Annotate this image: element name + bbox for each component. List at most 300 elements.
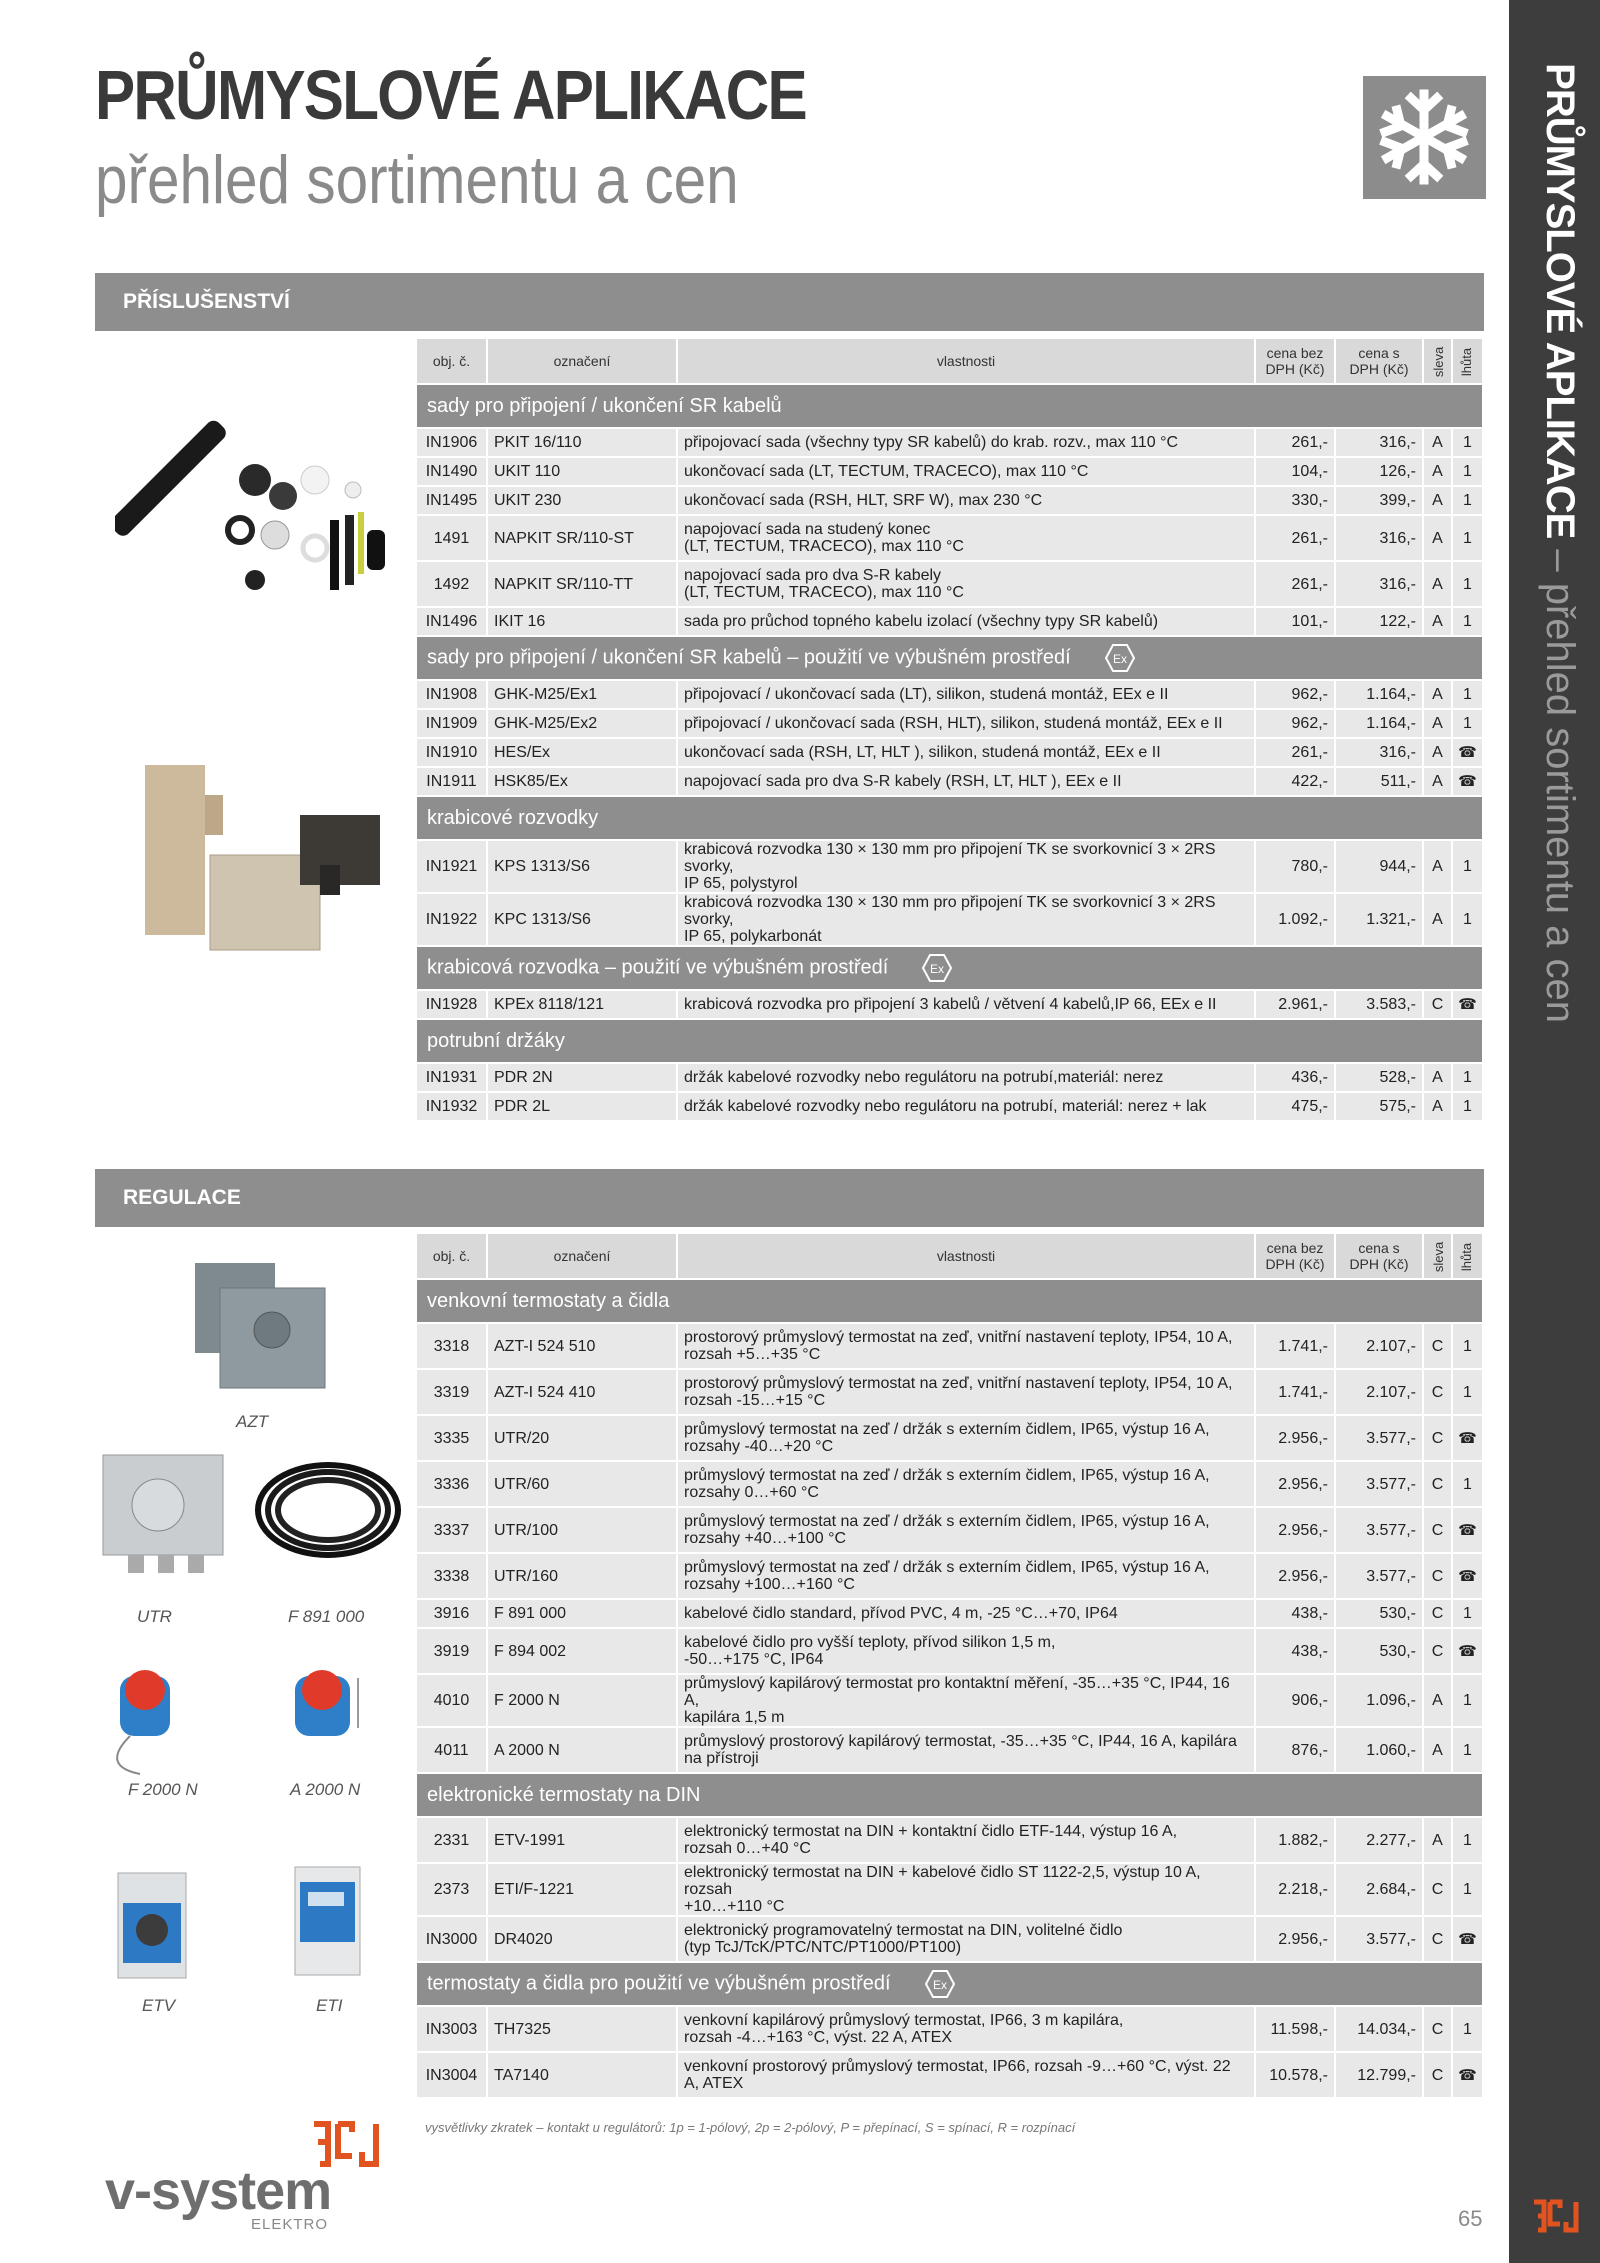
cell-vlast: ukončovací sada (LT, TECTUM, TRACECO), max 110 °C bbox=[678, 458, 1256, 487]
cell-obj: 3916 bbox=[417, 1600, 488, 1629]
cell-ozn: UTR/160 bbox=[488, 1554, 678, 1600]
utr-thermostat-image bbox=[98, 1450, 228, 1580]
table-row bbox=[417, 1675, 1484, 1728]
table-row bbox=[417, 1600, 1484, 1629]
v-system-side-logo-icon bbox=[1530, 2196, 1580, 2236]
cell-ozn: PDR 2N bbox=[488, 1064, 678, 1093]
svg-text:Ex: Ex bbox=[1112, 652, 1127, 666]
cell-sleva: A bbox=[1424, 458, 1453, 487]
cell-sleva: A bbox=[1424, 562, 1453, 608]
phone-icon: ☎ bbox=[1453, 1416, 1484, 1462]
cell-cena-bez: 2.956,- bbox=[1256, 1462, 1336, 1508]
table-row bbox=[417, 1462, 1484, 1508]
cell-sleva: C bbox=[1424, 1462, 1453, 1508]
cell-lhuta: 1 bbox=[1453, 429, 1484, 458]
cell-cena-bez: 2.218,- bbox=[1256, 1864, 1336, 1917]
cell-sleva: C bbox=[1424, 2007, 1453, 2053]
table-row bbox=[417, 1917, 1484, 1963]
lhuta-label: lhůta bbox=[1459, 1242, 1475, 1271]
cell-ozn: HES/Ex bbox=[488, 739, 678, 768]
cell-ozn: UKIT 110 bbox=[488, 458, 678, 487]
phone-icon: ☎ bbox=[1453, 1554, 1484, 1600]
group-name: sady pro připojení / ukončení SR kabelů bbox=[427, 394, 782, 417]
cell-ozn: GHK-M25/Ex1 bbox=[488, 681, 678, 710]
cell-obj: IN3004 bbox=[417, 2053, 488, 2099]
cell-sleva: A bbox=[1424, 1675, 1453, 1728]
cell-ozn: IKIT 16 bbox=[488, 608, 678, 637]
cell-ozn: KPEx 8118/121 bbox=[488, 991, 678, 1020]
cell-cena-bez: 962,- bbox=[1256, 710, 1336, 739]
group-row bbox=[417, 1774, 1484, 1818]
ex-atex-icon bbox=[922, 953, 952, 983]
cell-cena-s: 2.277,- bbox=[1336, 1818, 1424, 1864]
cell-cena-bez: 261,- bbox=[1256, 562, 1336, 608]
col-header-sleva bbox=[1424, 339, 1453, 385]
cell-sleva: C bbox=[1424, 2053, 1453, 2099]
svg-text:Ex: Ex bbox=[930, 962, 945, 976]
table-row bbox=[417, 1324, 1484, 1370]
page-title: PRŮMYSLOVÉ APLIKACE bbox=[95, 56, 806, 134]
cell-ozn: PKIT 16/110 bbox=[488, 429, 678, 458]
cell-obj: 3338 bbox=[417, 1554, 488, 1600]
col-header-sleva bbox=[1424, 1234, 1453, 1280]
sleva-label: sleva bbox=[1431, 1241, 1447, 1272]
cena-s-line1: cena s bbox=[1358, 345, 1400, 361]
caption-f891: F 891 000 bbox=[288, 1607, 365, 1626]
cell-cena-s: 399,- bbox=[1336, 487, 1424, 516]
cell-vlast: krabicová rozvodka 130 × 130 mm pro připojení TK se svorkovnicí 3 × 2RS svorky, IP 65, polykarbonát bbox=[678, 894, 1256, 947]
cell-ozn: UTR/60 bbox=[488, 1462, 678, 1508]
caption-eti: ETI bbox=[316, 1996, 343, 2015]
col-header-lhuta bbox=[1453, 339, 1484, 385]
cell-ozn: F 891 000 bbox=[488, 1600, 678, 1629]
cell-ozn: UKIT 230 bbox=[488, 487, 678, 516]
cell-sleva: A bbox=[1424, 608, 1453, 637]
group-title bbox=[417, 1774, 1484, 1818]
cell-sleva: C bbox=[1424, 1600, 1453, 1629]
a2000-thermostat-image bbox=[280, 1658, 380, 1758]
cell-lhuta: 1 bbox=[1453, 1462, 1484, 1508]
cell-obj: IN3003 bbox=[417, 2007, 488, 2053]
phone-icon: ☎ bbox=[1453, 991, 1484, 1020]
table-row bbox=[417, 739, 1484, 768]
cell-vlast: připojovací / ukončovací sada (RSH, HLT), silikon, studená montáž, EEx e II bbox=[678, 710, 1256, 739]
cell-vlast: připojovací / ukončovací sada (LT), silikon, studená montáž, EEx e II bbox=[678, 681, 1256, 710]
col-header-cena-s bbox=[1336, 339, 1424, 385]
table-row bbox=[417, 991, 1484, 1020]
cena-bez-line2: DPH (Kč) bbox=[1265, 361, 1325, 377]
cell-ozn: F 2000 N bbox=[488, 1675, 678, 1728]
cell-sleva: C bbox=[1424, 1324, 1453, 1370]
page-number: 65 bbox=[1458, 2206, 1483, 2231]
cell-vlast: napojovací sada pro dva S-R kabely (RSH, LT, HLT ), EEx e II bbox=[678, 768, 1256, 797]
cell-cena-bez: 906,- bbox=[1256, 1675, 1336, 1728]
cell-lhuta: 1 bbox=[1453, 841, 1484, 894]
cell-lhuta: 1 bbox=[1453, 1818, 1484, 1864]
cell-ozn: UTR/20 bbox=[488, 1416, 678, 1462]
cell-obj: 4011 bbox=[417, 1728, 488, 1774]
cell-sleva: A bbox=[1424, 1064, 1453, 1093]
section-bar-regulace: REGULACE bbox=[95, 1169, 1484, 1227]
snowflake-icon bbox=[1363, 76, 1486, 199]
cell-cena-bez: 1.741,- bbox=[1256, 1370, 1336, 1416]
table-row bbox=[417, 516, 1484, 562]
cell-vlast: venkovní prostorový průmyslový termostat, IP66, rozsah -9…+60 °C, výst. 22 A, ATEX bbox=[678, 2053, 1256, 2099]
col-header-cena-s bbox=[1336, 1234, 1424, 1280]
cell-ozn: TA7140 bbox=[488, 2053, 678, 2099]
cell-obj: IN1908 bbox=[417, 681, 488, 710]
cell-cena-s: 530,- bbox=[1336, 1629, 1424, 1675]
cell-cena-s: 1.164,- bbox=[1336, 710, 1424, 739]
cell-vlast: připojovací sada (všechny typy SR kabelů) do krab. rozv., max 110 °C bbox=[678, 429, 1256, 458]
cell-cena-s: 3.577,- bbox=[1336, 1554, 1424, 1600]
table-row bbox=[417, 1728, 1484, 1774]
cell-lhuta: 1 bbox=[1453, 1324, 1484, 1370]
cell-sleva: A bbox=[1424, 1093, 1453, 1122]
cell-cena-s: 2.107,- bbox=[1336, 1370, 1424, 1416]
group-name: krabicová rozvodka – použití ve výbušném prostředí bbox=[427, 956, 889, 979]
phone-icon: ☎ bbox=[1453, 768, 1484, 797]
cell-obj: 2331 bbox=[417, 1818, 488, 1864]
cell-cena-s: 2.107,- bbox=[1336, 1324, 1424, 1370]
table-row bbox=[417, 1370, 1484, 1416]
group-row bbox=[417, 947, 1484, 991]
cell-obj: IN1928 bbox=[417, 991, 488, 1020]
cell-obj: IN1931 bbox=[417, 1064, 488, 1093]
group-name: krabicové rozvodky bbox=[427, 806, 599, 829]
cell-cena-bez: 962,- bbox=[1256, 681, 1336, 710]
cell-lhuta: 1 bbox=[1453, 608, 1484, 637]
cell-obj: IN1932 bbox=[417, 1093, 488, 1122]
cell-vlast: průmyslový prostorový kapilárový termostat, -35…+35 °C, IP44, 16 A, kapilára na přístroji bbox=[678, 1728, 1256, 1774]
cell-ozn: NAPKIT SR/110-ST bbox=[488, 516, 678, 562]
cell-vlast: držák kabelové rozvodky nebo regulátoru na potrubí,materiál: nerez bbox=[678, 1064, 1256, 1093]
cell-cena-bez: 876,- bbox=[1256, 1728, 1336, 1774]
sleva-label: sleva bbox=[1431, 346, 1447, 377]
cell-sleva: C bbox=[1424, 1508, 1453, 1554]
cell-cena-s: 316,- bbox=[1336, 429, 1424, 458]
cell-ozn: UTR/100 bbox=[488, 1508, 678, 1554]
cell-vlast: prostorový průmyslový termostat na zeď, vnitřní nastavení teploty, IP54, 10 A, rozsah +5…+35 °C bbox=[678, 1324, 1256, 1370]
caption-f2000: F 2000 N bbox=[128, 1780, 198, 1799]
cell-ozn: TH7325 bbox=[488, 2007, 678, 2053]
cell-cena-s: 122,- bbox=[1336, 608, 1424, 637]
phone-icon: ☎ bbox=[1453, 2053, 1484, 2099]
cell-cena-s: 2.684,- bbox=[1336, 1864, 1424, 1917]
cena-s-line1: cena s bbox=[1358, 1240, 1400, 1256]
table-row bbox=[417, 2053, 1484, 2099]
table-row bbox=[417, 1064, 1484, 1093]
cell-cena-bez: 2.956,- bbox=[1256, 1917, 1336, 1963]
cell-vlast: elektronický programovatelný termostat na DIN, volitelné čidlo (typ TcJ/TcK/PTC/NTC/PT1000/PT100) bbox=[678, 1917, 1256, 1963]
cell-vlast: elektronický termostat na DIN + kontaktní čidlo ETF-144, výstup 16 A, rozsah 0…+40 °C bbox=[678, 1818, 1256, 1864]
caption-azt: AZT bbox=[236, 1412, 269, 1431]
cell-ozn: A 2000 N bbox=[488, 1728, 678, 1774]
svg-text:Ex: Ex bbox=[932, 1978, 947, 1992]
cell-lhuta: 1 bbox=[1453, 458, 1484, 487]
brand-sub: ELEKTRO bbox=[251, 2216, 329, 2233]
cell-sleva: A bbox=[1424, 739, 1453, 768]
cell-ozn: F 894 002 bbox=[488, 1629, 678, 1675]
table-row bbox=[417, 1508, 1484, 1554]
cell-sleva: C bbox=[1424, 1917, 1453, 1963]
cell-cena-bez: 2.956,- bbox=[1256, 1416, 1336, 1462]
table-row bbox=[417, 1818, 1484, 1864]
cell-obj: IN1496 bbox=[417, 608, 488, 637]
cell-lhuta: 1 bbox=[1453, 894, 1484, 947]
cell-vlast: prostorový průmyslový termostat na zeď, vnitřní nastavení teploty, IP54, 10 A, rozsah -15…+15 °C bbox=[678, 1370, 1256, 1416]
table-header-row bbox=[417, 1234, 1484, 1280]
group-name: termostaty a čidla pro použití ve výbušném prostředí bbox=[427, 1972, 891, 1995]
table-row bbox=[417, 1416, 1484, 1462]
cell-cena-bez: 261,- bbox=[1256, 739, 1336, 768]
cell-vlast: krabicová rozvodka 130 × 130 mm pro připojení TK se svorkovnicí 3 × 2RS svorky, IP 65, polystyrol bbox=[678, 841, 1256, 894]
cell-vlast: elektronický termostat na DIN + kabelové čidlo ST 1122-2,5, výstup 10 A, rozsah +10…+110 °C bbox=[678, 1864, 1256, 1917]
cell-cena-s: 1.164,- bbox=[1336, 681, 1424, 710]
cell-lhuta: 1 bbox=[1453, 2007, 1484, 2053]
table-row bbox=[417, 562, 1484, 608]
cell-obj: IN1906 bbox=[417, 429, 488, 458]
junction-box-image bbox=[125, 755, 395, 955]
cell-ozn: AZT-I 524 410 bbox=[488, 1370, 678, 1416]
group-name: elektronické termostaty na DIN bbox=[427, 1783, 701, 1806]
cell-lhuta: 1 bbox=[1453, 1370, 1484, 1416]
cell-ozn: KPC 1313/S6 bbox=[488, 894, 678, 947]
brand-name: v-system bbox=[105, 2161, 332, 2221]
table-row bbox=[417, 1093, 1484, 1122]
cell-cena-s: 1.060,- bbox=[1336, 1728, 1424, 1774]
cell-lhuta: 1 bbox=[1453, 1064, 1484, 1093]
cell-sleva: C bbox=[1424, 1370, 1453, 1416]
cena-bez-line2: DPH (Kč) bbox=[1265, 1256, 1325, 1272]
cell-lhuta: 1 bbox=[1453, 1093, 1484, 1122]
cell-cena-bez: 422,- bbox=[1256, 768, 1336, 797]
phone-icon: ☎ bbox=[1453, 1917, 1484, 1963]
page-subtitle: přehled sortimentu a cen bbox=[95, 142, 739, 218]
cell-obj: IN1911 bbox=[417, 768, 488, 797]
cell-cena-s: 511,- bbox=[1336, 768, 1424, 797]
cell-vlast: napojovací sada na studený konec (LT, TECTUM, TRACECO), max 110 °C bbox=[678, 516, 1256, 562]
cell-ozn: GHK-M25/Ex2 bbox=[488, 710, 678, 739]
table-row bbox=[417, 2007, 1484, 2053]
cell-obj: 3919 bbox=[417, 1629, 488, 1675]
cell-sleva: A bbox=[1424, 681, 1453, 710]
cell-ozn: PDR 2L bbox=[488, 1093, 678, 1122]
col-header-cena-bez bbox=[1256, 1234, 1336, 1280]
cell-cena-bez: 780,- bbox=[1256, 841, 1336, 894]
col-header-obj: obj. č. bbox=[417, 1234, 488, 1280]
section-bar-prislusenstvi: PŘÍSLUŠENSTVÍ bbox=[95, 273, 1484, 331]
phone-icon: ☎ bbox=[1453, 739, 1484, 768]
cell-cena-s: 3.577,- bbox=[1336, 1416, 1424, 1462]
col-header-vlast: vlastnosti bbox=[678, 1234, 1256, 1280]
cell-cena-s: 1.321,- bbox=[1336, 894, 1424, 947]
group-row bbox=[417, 1963, 1484, 2007]
table-header-row bbox=[417, 339, 1484, 385]
cell-cena-bez: 2.961,- bbox=[1256, 991, 1336, 1020]
col-header-cena-bez bbox=[1256, 339, 1336, 385]
cell-vlast: průmyslový termostat na zeď / držák s externím čidlem, IP65, výstup 16 A, rozsahy 0…+60 °C bbox=[678, 1462, 1256, 1508]
group-name: potrubní držáky bbox=[427, 1029, 565, 1052]
cell-ozn: NAPKIT SR/110-TT bbox=[488, 562, 678, 608]
cell-ozn: AZT-I 524 510 bbox=[488, 1324, 678, 1370]
lhuta-label: lhůta bbox=[1459, 347, 1475, 376]
cell-cena-s: 575,- bbox=[1336, 1093, 1424, 1122]
cell-cena-bez: 2.956,- bbox=[1256, 1554, 1336, 1600]
side-title-bold: PRŮMYSLOVÉ APLIKACE bbox=[1538, 63, 1582, 539]
table-row bbox=[417, 710, 1484, 739]
group-name: venkovní termostaty a čidla bbox=[427, 1289, 670, 1312]
cell-sleva: A bbox=[1424, 841, 1453, 894]
cell-obj: IN1922 bbox=[417, 894, 488, 947]
cell-cena-s: 316,- bbox=[1336, 562, 1424, 608]
table-row bbox=[417, 841, 1484, 894]
cell-lhuta: 1 bbox=[1453, 710, 1484, 739]
group-title bbox=[417, 637, 1484, 681]
cell-obj: 3335 bbox=[417, 1416, 488, 1462]
cell-lhuta: 1 bbox=[1453, 1600, 1484, 1629]
cell-obj: IN1495 bbox=[417, 487, 488, 516]
table-row bbox=[417, 458, 1484, 487]
table-regulace bbox=[417, 1234, 1484, 2099]
table-row bbox=[417, 1554, 1484, 1600]
table-row bbox=[417, 487, 1484, 516]
cell-cena-bez: 261,- bbox=[1256, 516, 1336, 562]
cell-ozn: KPS 1313/S6 bbox=[488, 841, 678, 894]
ex-atex-icon bbox=[1105, 643, 1135, 673]
cell-vlast: průmyslový termostat na zeď / držák s externím čidlem, IP65, výstup 16 A, rozsahy +40…+100 °C bbox=[678, 1508, 1256, 1554]
caption-utr: UTR bbox=[137, 1607, 172, 1626]
cell-obj: 3319 bbox=[417, 1370, 488, 1416]
table-row bbox=[417, 1629, 1484, 1675]
cell-cena-bez: 11.598,- bbox=[1256, 2007, 1336, 2053]
cell-cena-s: 126,- bbox=[1336, 458, 1424, 487]
col-header-obj: obj. č. bbox=[417, 339, 488, 385]
cell-cena-bez: 261,- bbox=[1256, 429, 1336, 458]
cell-obj: IN1910 bbox=[417, 739, 488, 768]
cell-cena-bez: 2.956,- bbox=[1256, 1508, 1336, 1554]
cell-sleva: A bbox=[1424, 429, 1453, 458]
cell-sleva: C bbox=[1424, 1629, 1453, 1675]
cell-lhuta: 1 bbox=[1453, 1728, 1484, 1774]
cell-lhuta: 1 bbox=[1453, 562, 1484, 608]
cell-cena-bez: 1.741,- bbox=[1256, 1324, 1336, 1370]
cell-obj: 3336 bbox=[417, 1462, 488, 1508]
cell-obj: IN1921 bbox=[417, 841, 488, 894]
cell-vlast: napojovací sada pro dva S-R kabely (LT, TECTUM, TRACECO), max 110 °C bbox=[678, 562, 1256, 608]
table-row bbox=[417, 429, 1484, 458]
azt-thermostat-image bbox=[190, 1258, 335, 1393]
cell-cena-s: 1.096,- bbox=[1336, 1675, 1424, 1728]
cell-cena-s: 3.577,- bbox=[1336, 1508, 1424, 1554]
cell-obj: 3337 bbox=[417, 1508, 488, 1554]
eti-thermostat-image bbox=[290, 1862, 365, 1977]
cell-cena-bez: 438,- bbox=[1256, 1600, 1336, 1629]
cell-cena-s: 944,- bbox=[1336, 841, 1424, 894]
caption-etv: ETV bbox=[142, 1996, 176, 2015]
col-header-lhuta bbox=[1453, 1234, 1484, 1280]
cell-sleva: A bbox=[1424, 710, 1453, 739]
cena-bez-line1: cena bez bbox=[1266, 345, 1324, 361]
group-title bbox=[417, 1963, 1484, 2007]
group-row bbox=[417, 637, 1484, 681]
cena-bez-line1: cena bez bbox=[1266, 1240, 1324, 1256]
cell-cena-bez: 1.882,- bbox=[1256, 1818, 1336, 1864]
cell-lhuta: 1 bbox=[1453, 516, 1484, 562]
cell-cena-bez: 104,- bbox=[1256, 458, 1336, 487]
cell-cena-bez: 438,- bbox=[1256, 1629, 1336, 1675]
cell-obj: 1491 bbox=[417, 516, 488, 562]
cell-ozn: HSK85/Ex bbox=[488, 768, 678, 797]
cell-lhuta: 1 bbox=[1453, 1675, 1484, 1728]
cell-vlast: průmyslový termostat na zeď / držák s externím čidlem, IP65, výstup 16 A, rozsahy -40…+20 °C bbox=[678, 1416, 1256, 1462]
cell-sleva: A bbox=[1424, 1728, 1453, 1774]
table-row bbox=[417, 894, 1484, 947]
ex-atex-icon bbox=[925, 1969, 955, 1999]
cell-sleva: A bbox=[1424, 768, 1453, 797]
cell-vlast: průmyslový kapilárový termostat pro kontaktní měření, -35…+35 °C, IP44, 16 A, kapilára 1,5 m bbox=[678, 1675, 1256, 1728]
cable-kit-image bbox=[115, 420, 395, 620]
cell-cena-s: 12.799,- bbox=[1336, 2053, 1424, 2099]
cell-cena-bez: 101,- bbox=[1256, 608, 1336, 637]
cell-cena-s: 14.034,- bbox=[1336, 2007, 1424, 2053]
cell-obj: IN1490 bbox=[417, 458, 488, 487]
table-row bbox=[417, 681, 1484, 710]
cell-sleva: A bbox=[1424, 1818, 1453, 1864]
cell-obj: IN1909 bbox=[417, 710, 488, 739]
cell-vlast: ukončovací sada (RSH, HLT, SRF W), max 230 °C bbox=[678, 487, 1256, 516]
cell-sleva: C bbox=[1424, 991, 1453, 1020]
phone-icon: ☎ bbox=[1453, 1629, 1484, 1675]
cell-cena-bez: 10.578,- bbox=[1256, 2053, 1336, 2099]
table-prislusenstvi bbox=[417, 339, 1484, 1122]
cell-lhuta: 1 bbox=[1453, 681, 1484, 710]
cell-cena-s: 316,- bbox=[1336, 516, 1424, 562]
cell-ozn: ETV-1991 bbox=[488, 1818, 678, 1864]
cell-vlast: krabicová rozvodka pro připojení 3 kabelů / větvení 4 kabelů,IP 66, EEx e II bbox=[678, 991, 1256, 1020]
col-header-ozn: označení bbox=[488, 1234, 678, 1280]
cell-cena-bez: 330,- bbox=[1256, 487, 1336, 516]
cell-sleva: A bbox=[1424, 894, 1453, 947]
cell-vlast: sada pro průchod topného kabelu izolací (všechny typy SR kabelů) bbox=[678, 608, 1256, 637]
group-title bbox=[417, 385, 1484, 429]
footnote: vysvětlivky zkratek – kontakt u regulátorů: 1p = 1-pólový, 2p = 2-pólový, P = přepínací, S = spínací, R = rozpínací bbox=[425, 2120, 1076, 2135]
cell-vlast: držák kabelové rozvodky nebo regulátoru na potrubí, materiál: nerez + lak bbox=[678, 1093, 1256, 1122]
cell-cena-s: 530,- bbox=[1336, 1600, 1424, 1629]
cell-cena-s: 3.583,- bbox=[1336, 991, 1424, 1020]
cell-obj: 4010 bbox=[417, 1675, 488, 1728]
cell-cena-bez: 1.092,- bbox=[1256, 894, 1336, 947]
cell-sleva: A bbox=[1424, 516, 1453, 562]
cell-sleva: C bbox=[1424, 1864, 1453, 1917]
cell-sleva: C bbox=[1424, 1554, 1453, 1600]
group-name: sady pro připojení / ukončení SR kabelů – použití ve výbušném prostředí bbox=[427, 646, 1071, 669]
cell-obj: 3318 bbox=[417, 1324, 488, 1370]
table-row bbox=[417, 768, 1484, 797]
group-row bbox=[417, 797, 1484, 841]
group-row bbox=[417, 1020, 1484, 1064]
table-row bbox=[417, 1864, 1484, 1917]
table-row bbox=[417, 608, 1484, 637]
cell-vlast: průmyslový termostat na zeď / držák s externím čidlem, IP65, výstup 16 A, rozsahy +100…+160 °C bbox=[678, 1554, 1256, 1600]
group-row bbox=[417, 1280, 1484, 1324]
cell-cena-s: 3.577,- bbox=[1336, 1462, 1424, 1508]
cell-obj: 2373 bbox=[417, 1864, 488, 1917]
group-title bbox=[417, 1020, 1484, 1064]
cell-ozn: DR4020 bbox=[488, 1917, 678, 1963]
cell-vlast: ukončovací sada (RSH, LT, HLT ), silikon, studená montáž, EEx e II bbox=[678, 739, 1256, 768]
cell-cena-s: 3.577,- bbox=[1336, 1917, 1424, 1963]
